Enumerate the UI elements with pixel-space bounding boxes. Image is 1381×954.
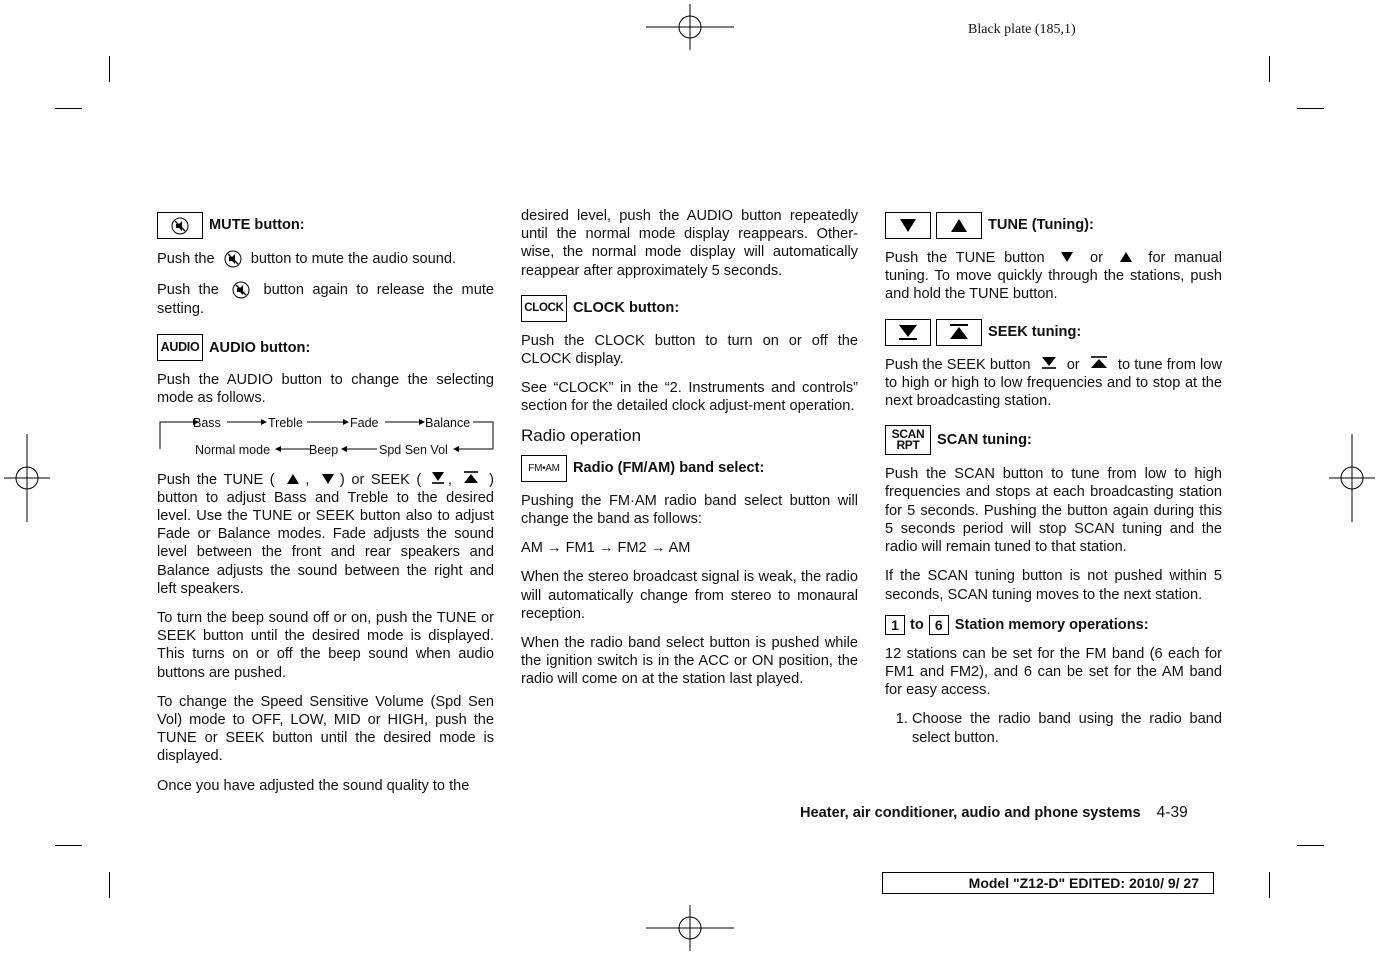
scan-paragraph-2: If the SCAN tuning button is not pushed within 5 seconds, SCAN tuning moves to the next station. [885, 568, 1222, 603]
seek-up-icon [1090, 356, 1108, 374]
tune-down-icon [1061, 249, 1073, 267]
seek-heading: SEEK tuning: [885, 319, 1222, 346]
seek-down-icon [431, 471, 445, 489]
audio-mode-flow [157, 415, 494, 469]
flow-spd-sen-vol: Spd Sen Vol [379, 442, 448, 457]
crop-mark [109, 56, 110, 82]
tune-paragraph: Push the TUNE button or for manual tuning. To move quickly through the stations, push and hold the TUNE button. [885, 250, 1222, 303]
tune-up-icon [1120, 249, 1132, 267]
mute-button-icon [157, 212, 203, 239]
seek-down-button-icon [885, 319, 931, 346]
crop-mark [1269, 872, 1270, 898]
section-name: Heater, air conditioner, audio and phone systems [800, 805, 1141, 821]
memory-heading: 1 to 6 Station memory operations: [885, 615, 1222, 635]
audio-paragraph-4: To change the Speed Sensitive Volume (Spd Sen Vol) mode to OFF, LOW, MID or HIGH, push the TUNE or SEEK button until the desired mode is displayed. [157, 693, 494, 765]
memory-step-1: 1. Choose the radio band using the radio band select button. [912, 710, 1222, 746]
crop-mark [55, 845, 82, 846]
flow-treble: Treble [268, 415, 303, 430]
mute-icon [219, 249, 247, 269]
mute-icon [227, 280, 255, 300]
audio-paragraph-2: Push the TUNE ( , ) or SEEK ( , ) button to adjust Bass and Treble to the desired level. Use the TUNE or SEEK button also to adjust Fade or Balance modes. Fade adjusts the sound level between the front and rear speakers and Balance adjusts the sound between the right and left speakers. [157, 471, 494, 597]
middle-column [521, 207, 858, 700]
band-paragraph-4: When the radio band select button is pushed while the ignition switch is in the ACC or ON position, the radio will come on at the station last played. [521, 635, 858, 688]
tune-down-button-icon [885, 212, 931, 239]
audio-paragraph-5: Once you have adjusted the sound quality to the [157, 777, 470, 794]
crop-mark [1297, 108, 1324, 109]
tune-heading: TUNE (Tuning): [885, 212, 1222, 239]
clock-button-icon: CLOCK [521, 295, 567, 322]
audio-button-icon: AUDIO [157, 334, 203, 361]
flow-balance: Balance [425, 415, 471, 430]
page-number: 4-39 [1156, 804, 1188, 821]
seek-up-button-icon [936, 319, 982, 346]
plate-label: Black plate (185,1) [968, 22, 1076, 37]
continued-paragraph: desired level, push the AUDIO button repeatedly until the normal mode display reappears. Other-wise, the normal mode display will automatically reappear after approximately 5 seconds. [521, 208, 858, 279]
preset-1-icon: 1 [885, 615, 905, 635]
tune-down-icon [322, 471, 334, 489]
memory-paragraph: 12 stations can be set for the FM band (6 each for FM1 and FM2), and 6 can be set for the AM band for easy access. [885, 645, 1222, 699]
mute-heading: MUTE button: [157, 212, 494, 239]
flow-normal-mode: Normal mode [195, 442, 271, 457]
band-sequence: AM → FM1 → FM2 → AM [521, 540, 691, 557]
model-edited-box: Model "Z12-D" EDITED: 2010/ 9/ 27 [882, 872, 1214, 894]
flow-bass: Bass [193, 415, 221, 430]
crop-mark [109, 872, 110, 898]
right-column [885, 212, 1222, 747]
registration-mark-left [4, 434, 50, 522]
mute-paragraph-2: Push the button again to release the mute setting. [157, 281, 494, 317]
registration-mark-bottom [646, 905, 734, 951]
crop-mark [55, 108, 82, 109]
radio-operation-title: Radio operation [521, 425, 642, 445]
tune-up-icon [287, 471, 299, 489]
tune-up-button-icon [936, 212, 982, 239]
scan-rpt-button-icon: SCAN RPT [885, 425, 931, 455]
page-footer [800, 804, 1188, 822]
audio-paragraph-1: Push the AUDIO button to change the selecting mode as follows. [157, 372, 494, 407]
left-column [157, 212, 494, 806]
audio-paragraph-3: To turn the beep sound off or on, push the TUNE or SEEK button until the desired mode is displayed. This turns on or off the beep sound when audio buttons are pushed. [157, 610, 494, 681]
crop-mark [1297, 845, 1324, 846]
scan-heading: SCAN RPT SCAN tuning: [885, 425, 1222, 455]
band-paragraph-3: When the stereo broadcast signal is weak, the radio will automatically change from stereo to monaural reception. [521, 569, 858, 622]
seek-up-icon [463, 471, 479, 489]
preset-6-icon: 6 [929, 615, 949, 635]
seek-down-icon [1041, 356, 1057, 374]
band-select-heading: FM•AM Radio (FM/AM) band select: [521, 455, 858, 482]
flow-beep: Beep [309, 442, 339, 457]
clock-paragraph-2: See “CLOCK” in the “2. Instruments and controls” section for the detailed clock adjust-ment operation. [521, 380, 858, 415]
band-paragraph-1: Pushing the FM·AM radio band select button will change the band as follows: [521, 492, 858, 528]
fm-am-button-icon: FM•AM [521, 455, 567, 482]
clock-paragraph-1: Push the CLOCK button to turn on or off the CLOCK display. [521, 332, 858, 368]
registration-mark-right [1329, 434, 1375, 522]
scan-paragraph-1: Push the SCAN button to tune from low to high frequencies and stops at each broadcasting station for 5 seconds. Pushing the button again during this 5 seconds period will stop SCAN tuning and the radio will remain tuned to that station. [885, 466, 1222, 556]
registration-mark-top [646, 4, 734, 50]
audio-heading: AUDIO AUDIO button: [157, 334, 494, 361]
mute-paragraph-1: Push the button to mute the audio sound. [157, 249, 494, 269]
memory-steps [885, 710, 1222, 746]
crop-mark [1269, 56, 1270, 82]
flow-fade: Fade [350, 415, 379, 430]
clock-heading: CLOCK CLOCK button: [521, 295, 858, 322]
seek-paragraph: Push the SEEK button or to tune from low to high or high to low frequencies and to stop at the next broadcasting station. [885, 356, 1222, 410]
